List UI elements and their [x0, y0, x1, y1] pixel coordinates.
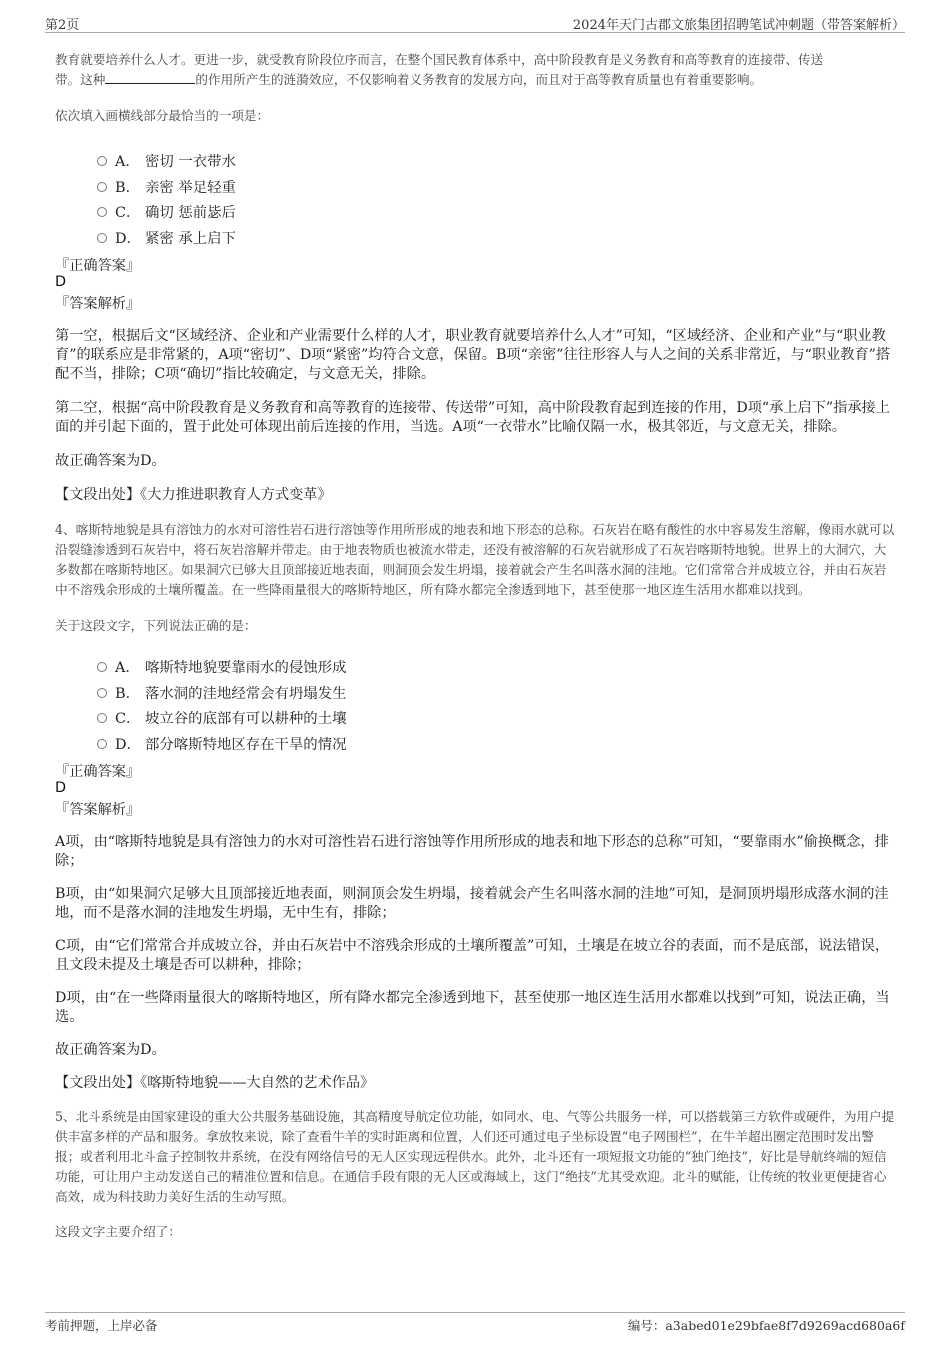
option-letter: A．	[115, 660, 140, 676]
option-letter: C．	[115, 711, 141, 727]
q3-analysis	[55, 327, 895, 505]
option-c[interactable]	[55, 704, 895, 730]
document-title: 2024年天门古郡文旅集团招聘笔试冲刺题（带答案解析）	[572, 18, 905, 33]
conclusion: 故正确答案为D。	[55, 1042, 166, 1058]
radio-button[interactable]	[97, 713, 107, 723]
analysis-paragraph: 第二空，根据“高中阶段教育是义务教育和高等教育的连接带、传送带”可知，高中阶段教育起到连接的作用，D项“承上启下”指承接上面的并引起下面的，置于此处可体现出前后连接的作用，当选。A项“一衣带水”比喻仅隔一水，极其邻近，与文意无关，排除。	[55, 400, 890, 435]
radio-button[interactable]	[97, 662, 107, 672]
footer-slogan: 考前押题，上岸必备	[45, 1318, 158, 1333]
option-text: 密切 一衣带水	[145, 154, 236, 170]
option-d[interactable]	[55, 224, 895, 250]
analysis-paragraph: C项，由“它们常常合并成坡立谷，并由石灰岩中不溶残余形成的土壤所覆盖”可知，土壤是在坡立谷的表面，而不是底部，说法错误，且文段未提及土壤是否可以耕种，排除；	[55, 938, 890, 973]
option-text: 紧密 承上启下	[145, 230, 236, 247]
q4-options	[55, 653, 895, 755]
fill-blank	[105, 71, 195, 84]
option-letter: B．	[115, 179, 140, 196]
answer-value: D	[55, 780, 67, 796]
option-letter: A．	[115, 154, 140, 170]
option-text: 确切 惩前毖后	[145, 205, 236, 221]
analysis-label: 『答案解析』	[55, 802, 141, 818]
q3-answer-block	[55, 255, 895, 312]
option-c[interactable]	[55, 198, 895, 224]
q3-passage-line1: 教育就要培养什么人才。更进一步，就受教育阶段位序而言，在整个国民教育体系中，高中阶段教育是义务教育和高等教育的连接带、传送	[55, 52, 824, 67]
option-letter: D．	[115, 736, 141, 753]
option-text: 部分喀斯特地区存在干旱的情况	[145, 736, 347, 753]
option-d[interactable]	[55, 730, 895, 756]
option-text: 亲密 举足轻重	[145, 179, 236, 196]
radio-button[interactable]	[97, 156, 107, 166]
q3-passage	[55, 50, 895, 90]
page-footer	[45, 1312, 905, 1335]
source: 【文段出处】《大力推进职教育人方式变革》	[55, 487, 332, 503]
analysis-paragraph: A项，由“喀斯特地貌是具有溶蚀力的水对可溶性岩石进行溶蚀等作用所形成的地表和地下形态的总称”可知，“要靠雨水”偷换概念，排除；	[55, 834, 889, 869]
source: 【文段出处】《喀斯特地貌——大自然的艺术作品》	[55, 1075, 375, 1091]
option-text: 喀斯特地貌要靠雨水的侵蚀形成	[145, 660, 347, 676]
q3-prompt: 依次填入画横线部分最恰当的一项是：	[55, 108, 270, 123]
q4-answer-block	[55, 761, 895, 818]
q4-analysis	[55, 833, 895, 1093]
answer-value: D	[55, 274, 67, 290]
page-number: 第2页	[45, 18, 80, 33]
analysis-paragraph: B项，由“如果洞穴足够大且顶部接近地表面，则洞顶会发生坍塌，接着就会产生名叫落水洞的洼地”可知，是洞顶坍塌形成落水洞的洼地，而不是落水洞的洼地发生坍塌，无中生有，排除；	[55, 886, 889, 921]
q3-passage-line2: 带。这种 的作用所产生的涟漪效应，不仅影响着义务教育的发展方向，而且对于高等教育质量也有着重要影响。	[55, 72, 763, 87]
option-a[interactable]	[55, 147, 895, 173]
q5-passage: 5、北斗系统是由国家建设的重大公共服务基础设施，其高精度导航定位功能，如同水、电、气等公共服务一样，可以搭载第三方软件或硬件，为用户提供丰富多样的产品和服务。拿放牧来说，除了查看牛羊的实时距离和位置，人们还可通过电子坐标设置“电子网围栏”，在牛羊超出圈定范围时发出警报；或者利用北斗盒子控制牧井系统，在没有网络信号的无人区实现远程供水。此外，北斗还有一项短报文功能的“独门绝技”，好比是导航终端的短信功能，可让用户主动发送自己的精准位置和信息。在通信手段有限的无人区或海域上，这门“绝技”尤其受欢迎。北斗的赋能，让传统的牧业更便捷省心高效，成为科技助力美好生活的生动写照。	[55, 1109, 895, 1204]
answer-label: 『正确答案』	[55, 764, 141, 780]
analysis-label: 『答案解析』	[55, 296, 141, 312]
q4-prompt: 关于这段文字，下列说法正确的是：	[55, 618, 257, 633]
q3-options	[55, 147, 895, 249]
option-text: 落水洞的洼地经常会有坍塌发生	[145, 685, 347, 702]
option-b[interactable]	[55, 679, 895, 705]
option-a[interactable]	[55, 653, 895, 679]
answer-label: 『正确答案』	[55, 258, 141, 274]
analysis-paragraph: 第一空，根据后文“区域经济、企业和产业需要什么样的人才，职业教育就要培养什么人才”可知，“区域经济、企业和产业”与“职业教育”的联系应是非常紧的，A项“密切”、D项“紧密”均符合文意，保留。B项“亲密”往往形容人与人之间的关系非常近，与“职业教育”搭配不当，排除；C项“确切”指比较确定，与文意无关，排除。	[55, 328, 891, 382]
document-body	[55, 34, 895, 1242]
q4-passage: 4、喀斯特地貌是具有溶蚀力的水对可溶性岩石进行溶蚀等作用所形成的地表和地下形态的总称。石灰岩在略有酸性的水中容易发生溶解，像雨水就可以沿裂缝渗透到石灰岩中，将石灰岩溶解并带走。由于地表物质也被流水带走，还没有被溶解的石灰岩就形成了石灰岩喀斯特地貌。世界上的大洞穴，大多数都在喀斯特地区。如果洞穴已够大且顶部接近地表面，则洞顶会发生坍塌，接着就会产生名叫落水洞的洼地。它们常常合并成坡立谷，并由石灰岩中不溶残余形成的土壤所覆盖。在一些降雨量很大的喀斯特地区，所有降水都完全渗透到地下，甚至使那一地区连生活用水都难以找到。	[55, 522, 895, 597]
document-id: 编号：a3abed01e29bfae8f7d9269acd680a6f	[627, 1318, 905, 1333]
option-text: 坡立谷的底部有可以耕种的土壤	[145, 711, 347, 727]
radio-button[interactable]	[97, 207, 107, 217]
option-letter: B．	[115, 685, 140, 702]
page-header	[45, 10, 905, 33]
conclusion: 故正确答案为D。	[55, 453, 166, 469]
option-letter: C．	[115, 205, 141, 221]
radio-button[interactable]	[97, 688, 107, 698]
radio-button[interactable]	[97, 739, 107, 749]
option-b[interactable]	[55, 173, 895, 199]
option-letter: D．	[115, 230, 141, 247]
analysis-paragraph: D项，由“在一些降雨量很大的喀斯特地区，所有降水都完全渗透到地下，甚至使那一地区连生活用水都难以找到”可知，说法正确，当选。	[55, 990, 890, 1025]
radio-button[interactable]	[97, 233, 107, 243]
radio-button[interactable]	[97, 182, 107, 192]
q5-prompt: 这段文字主要介绍了：	[55, 1224, 181, 1239]
